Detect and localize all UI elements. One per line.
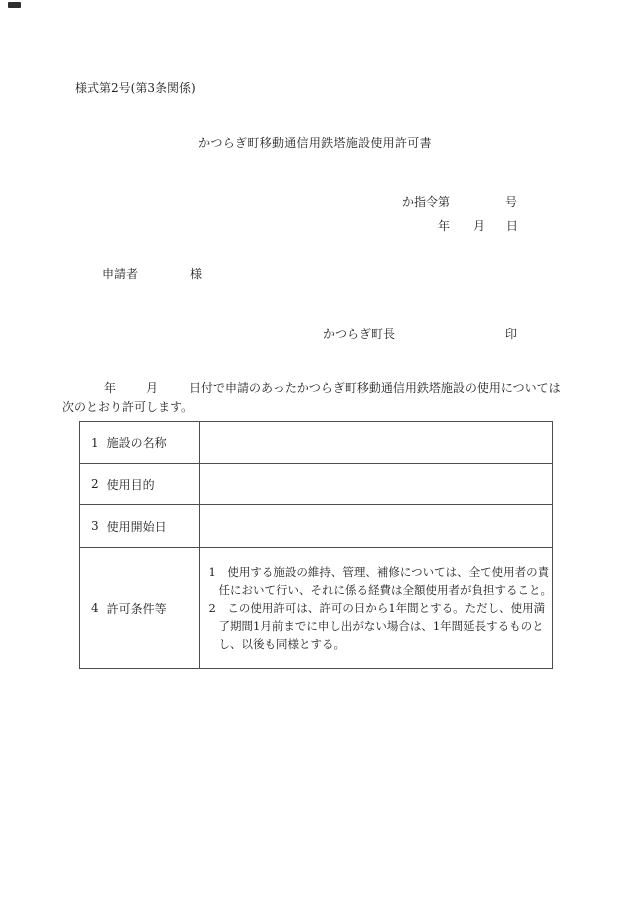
scan-artifact-mark bbox=[8, 2, 21, 8]
applicant-label: 申請者 bbox=[102, 267, 139, 281]
month-label: 月 bbox=[473, 219, 486, 233]
form-number-label: 様式第2号(第3条関係) bbox=[75, 81, 196, 95]
table-row-facility-name bbox=[80, 422, 552, 463]
body-day-blank bbox=[158, 391, 189, 392]
condition-line: 2 この使用許可は、許可の日から1年間とする。ただし、使用満 bbox=[208, 601, 546, 615]
directive-suffix: 号 bbox=[505, 195, 518, 209]
directive-number-blank bbox=[450, 205, 505, 206]
issue-date-line bbox=[438, 219, 518, 235]
body-line-1-text: 日付で申請のあったかつらぎ町移動通信用鉄塔施設の使用については bbox=[189, 381, 561, 395]
permit-table bbox=[79, 421, 553, 669]
row-label-cell bbox=[80, 464, 200, 504]
row-label-cell bbox=[80, 422, 200, 463]
row-label: 許可条件等 bbox=[106, 601, 167, 616]
body-paragraph bbox=[62, 379, 561, 417]
directive-prefix: か指令第 bbox=[402, 195, 451, 209]
directive-number-line bbox=[402, 195, 517, 211]
row-label: 使用開始日 bbox=[106, 519, 167, 534]
condition-line: 任において行い、それに係る経費は全額使用者が負担すること。 bbox=[218, 583, 552, 597]
row-label-cell bbox=[80, 548, 200, 668]
condition-line: 1 使用する施設の維持、管理、補修については、全て使用者の責 bbox=[208, 565, 550, 579]
row-label: 施設の名称 bbox=[106, 436, 167, 450]
table-row-permit-conditions bbox=[80, 547, 552, 668]
applicant-name-blank bbox=[138, 277, 190, 278]
body-month-blank bbox=[116, 391, 146, 392]
table-row-purpose bbox=[80, 463, 552, 504]
body-month-label: 月 bbox=[146, 381, 159, 395]
issuer-line bbox=[323, 327, 517, 343]
row-value-cell-empty bbox=[200, 422, 552, 463]
row-number: 4 bbox=[91, 601, 99, 615]
day-blank bbox=[485, 229, 506, 230]
condition-line: 了期間1月前までに申し出がない場合は、1年間延長するものと bbox=[218, 619, 544, 633]
mayor-name-blank bbox=[395, 337, 505, 338]
permit-conditions-text bbox=[200, 548, 553, 668]
year-blank bbox=[450, 229, 473, 230]
year-label: 年 bbox=[438, 219, 451, 233]
applicant-line bbox=[102, 267, 202, 283]
row-label: 使用目的 bbox=[106, 477, 155, 492]
document-title: かつらぎ町移動通信用鉄塔施設使用許可書 bbox=[198, 136, 432, 150]
row-number: 1 bbox=[91, 435, 99, 450]
body-year-label: 年 bbox=[104, 381, 117, 395]
row-number: 3 bbox=[91, 519, 99, 533]
mayor-title: かつらぎ町長 bbox=[323, 327, 396, 341]
row-value-cell-empty bbox=[200, 464, 552, 504]
condition-line: し、以後も同様とする。 bbox=[218, 637, 345, 651]
applicant-honorific: 様 bbox=[190, 267, 203, 281]
body-line-2: 次のとおり許可します。 bbox=[62, 400, 194, 414]
body-year-blank bbox=[62, 391, 104, 392]
table-row-start-date bbox=[80, 504, 552, 547]
seal-label: 印 bbox=[505, 327, 518, 341]
row-number: 2 bbox=[91, 477, 99, 491]
row-label-cell bbox=[80, 505, 200, 547]
row-value-cell-empty bbox=[200, 505, 552, 547]
body-line-1 bbox=[62, 379, 561, 398]
day-label: 日 bbox=[506, 219, 519, 233]
